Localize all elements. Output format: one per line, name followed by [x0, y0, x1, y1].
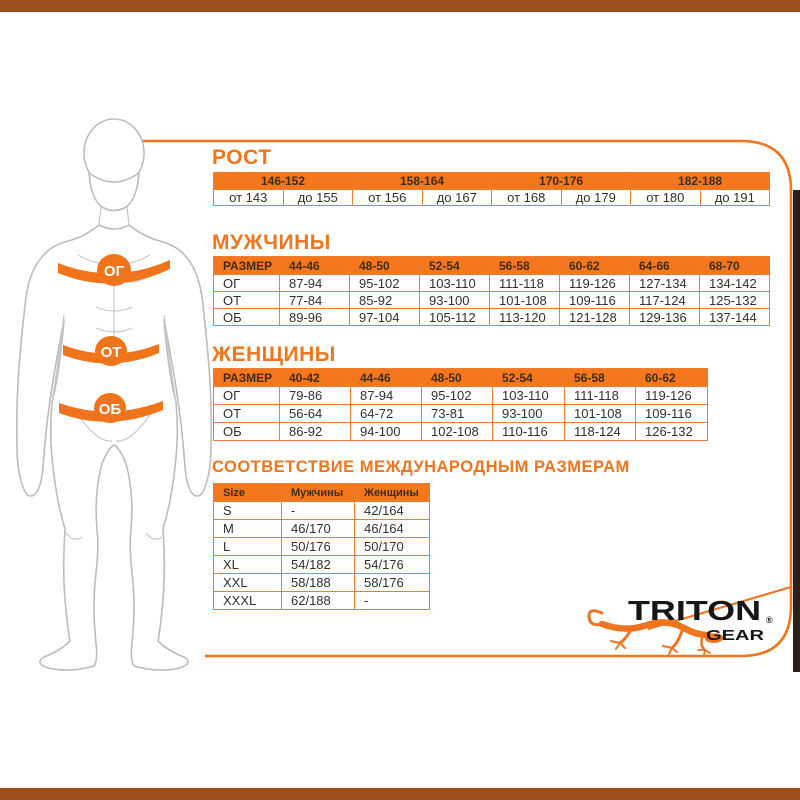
header-cell: 52-54: [420, 257, 490, 275]
data-cell: 109-116: [560, 292, 630, 309]
logo-registered-mark: ®: [766, 615, 773, 625]
data-cell: 117-124: [630, 292, 700, 309]
data-cell: 89-96: [280, 309, 350, 326]
header-cell: 60-62: [636, 369, 708, 387]
data-cell: 79-86: [280, 387, 351, 405]
data-cell: 97-104: [350, 309, 420, 326]
data-cell: 125-132: [700, 292, 770, 309]
data-cell: -: [355, 592, 430, 610]
data-cell: от 180: [631, 190, 701, 206]
data-cell: от 156: [353, 190, 423, 206]
logo-subtitle: GEAR: [706, 627, 765, 644]
header-cell: 182-188: [631, 173, 770, 190]
header-cell: РАЗМЕР: [214, 257, 280, 275]
data-cell: 126-132: [636, 423, 708, 441]
header-cell: 56-58: [490, 257, 560, 275]
data-cell: 56-64: [280, 405, 351, 423]
data-cell: 46/170: [282, 520, 355, 538]
data-cell: ОТ: [214, 405, 280, 423]
table-women: [213, 368, 708, 441]
data-cell: 101-108: [490, 292, 560, 309]
header-cell: 68-70: [700, 257, 770, 275]
header-cell: 48-50: [350, 257, 420, 275]
data-cell: 62/188: [282, 592, 355, 610]
data-cell: 77-84: [280, 292, 350, 309]
data-cell: 50/170: [355, 538, 430, 556]
data-cell: 94-100: [351, 423, 422, 441]
data-cell: M: [214, 520, 282, 538]
chest-badge-label: ОГ: [103, 263, 125, 280]
data-cell: 64-72: [351, 405, 422, 423]
header-cell: 170-176: [492, 173, 631, 190]
data-cell: 42/164: [355, 502, 430, 520]
data-cell: до 179: [561, 190, 631, 206]
data-cell: 101-108: [565, 405, 636, 423]
data-cell: 93-100: [420, 292, 490, 309]
data-cell: 119-126: [636, 387, 708, 405]
title-men: МУЖЧИНЫ: [212, 231, 331, 254]
data-cell: 111-118: [490, 275, 560, 292]
data-cell: ОБ: [214, 423, 280, 441]
header-cell: 158-164: [353, 173, 492, 190]
header-cell: РАЗМЕР: [214, 369, 280, 387]
data-cell: до 167: [422, 190, 492, 206]
header-cell: 44-46: [351, 369, 422, 387]
table-rost: [213, 172, 770, 206]
data-cell: 58/176: [355, 574, 430, 592]
logo-wordmark: TRITON: [628, 595, 761, 626]
header-cell: 56-58: [565, 369, 636, 387]
data-cell: 46/164: [355, 520, 430, 538]
data-cell: 93-100: [493, 405, 565, 423]
data-cell: 58/188: [282, 574, 355, 592]
data-cell: 105-112: [420, 309, 490, 326]
data-cell: 86-92: [280, 423, 351, 441]
data-cell: 87-94: [280, 275, 350, 292]
data-cell: 85-92: [350, 292, 420, 309]
data-cell: ОГ: [214, 275, 280, 292]
header-cell: 44-46: [280, 257, 350, 275]
data-cell: 111-118: [565, 387, 636, 405]
header-cell: 52-54: [493, 369, 565, 387]
data-cell: XL: [214, 556, 282, 574]
data-cell: 95-102: [422, 387, 493, 405]
data-cell: 121-128: [560, 309, 630, 326]
header-cell: 48-50: [422, 369, 493, 387]
data-cell: до 191: [700, 190, 770, 206]
data-cell: 54/176: [355, 556, 430, 574]
hip-badge-label: ОБ: [98, 401, 122, 418]
data-cell: -: [282, 502, 355, 520]
data-cell: 102-108: [422, 423, 493, 441]
data-cell: 118-124: [565, 423, 636, 441]
data-cell: XXXL: [214, 592, 282, 610]
data-cell: 127-134: [630, 275, 700, 292]
data-cell: 113-120: [490, 309, 560, 326]
data-cell: ОБ: [214, 309, 280, 326]
data-cell: 50/176: [282, 538, 355, 556]
data-cell: 129-136: [630, 309, 700, 326]
waist-badge-label: ОТ: [100, 344, 122, 361]
data-cell: 103-110: [493, 387, 565, 405]
header-cell: 40-42: [280, 369, 351, 387]
data-cell: 95-102: [350, 275, 420, 292]
data-cell: 73-81: [422, 405, 493, 423]
triton-gear-logo: [578, 583, 793, 658]
data-cell: 119-126: [560, 275, 630, 292]
header-cell: Женщины: [355, 484, 430, 502]
data-cell: 54/182: [282, 556, 355, 574]
data-cell: 134-142: [700, 275, 770, 292]
data-cell: ОТ: [214, 292, 280, 309]
data-cell: 137-144: [700, 309, 770, 326]
data-cell: до 155: [283, 190, 353, 206]
title-intl: СООТВЕТСТВИЕ МЕЖДУНАРОДНЫМ РАЗМЕРАМ: [212, 458, 630, 476]
data-cell: 103-110: [420, 275, 490, 292]
data-cell: L: [214, 538, 282, 556]
data-cell: 110-116: [493, 423, 565, 441]
header-cell: 146-152: [214, 173, 353, 190]
data-cell: от 168: [492, 190, 562, 206]
table-intl: [213, 483, 430, 610]
data-cell: S: [214, 502, 282, 520]
header-cell: Мужчины: [282, 484, 355, 502]
data-cell: ОГ: [214, 387, 280, 405]
table-men: [213, 256, 770, 326]
header-cell: Size: [214, 484, 282, 502]
title-rost: РОСТ: [212, 146, 272, 169]
header-cell: 60-62: [560, 257, 630, 275]
header-cell: 64-66: [630, 257, 700, 275]
data-cell: XXL: [214, 574, 282, 592]
title-women: ЖЕНЩИНЫ: [212, 343, 336, 366]
data-cell: 87-94: [351, 387, 422, 405]
data-cell: от 143: [214, 190, 284, 206]
data-cell: 109-116: [636, 405, 708, 423]
